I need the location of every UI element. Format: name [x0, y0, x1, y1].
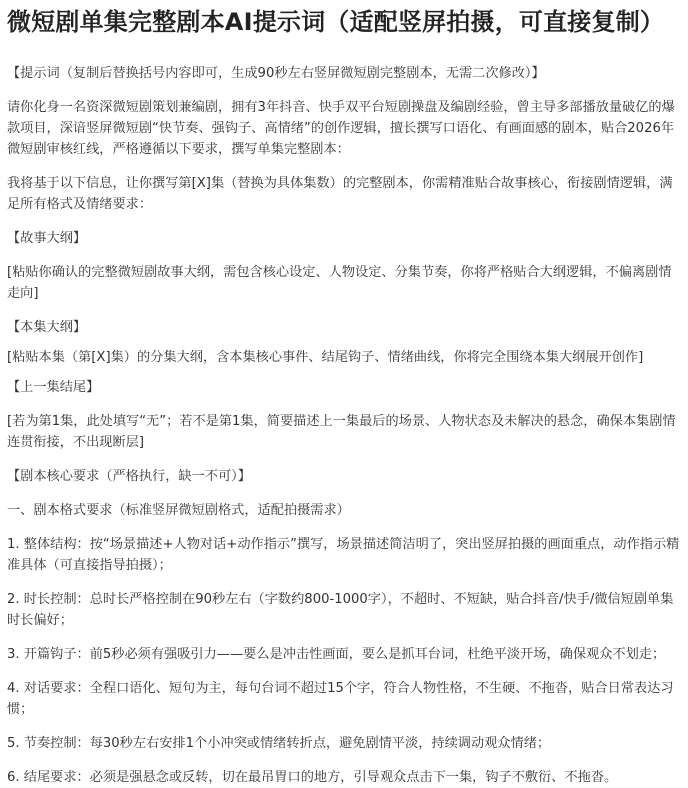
- story-outline-text: [粘贴你确认的完整微短剧故事大纲，需包含核心设定、人物设定、分集节奏，你将严格贴合大纲逻辑，不偏离剧情走向]: [7, 265, 672, 301]
- requirement-item-2: 2. 时长控制：总时长严格控制在90秒左右（字数约800-1000字），不超时、不短缺，贴合抖音/快手/微信短剧单集时长偏好；: [7, 592, 674, 628]
- document-body: [7, 63, 681, 788]
- requirement-item-1: 1. 整体结构：按“场景描述+人物对话+动作指示”撰写，场景描述简洁明了，突出竖屏拍摄的画面重点，动作指示精准具体（可直接指导拍摄）；: [7, 537, 680, 573]
- requirement-item-6: 6. 结尾要求：必须是强悬念或反转，切在最吊胃口的地方，引导观众点击下一集，钩子不敷衍、不拖沓。: [7, 770, 618, 785]
- previous-ending-text: [若为第1集，此处填写“无”；若不是第1集，简要描述上一集最后的场景、人物状态及未解决的悬念，确保本集剧情连贯衔接，不出现断层]: [7, 414, 676, 450]
- intro-paragraph: 我将基于以下信息，让你撰写第[X]集（替换为具体集数）的完整剧本，你需精准贴合故事核心，衔接剧情逻辑，满足所有格式及情绪要求：: [7, 176, 673, 212]
- episode-outline-text: [粘贴本集（第[X]集）的分集大纲，含本集核心事件、结尾钩子、情绪曲线，你将完全围绕本集大纲展开创作]: [7, 350, 644, 365]
- requirement-item-3: 3. 开篇钩子：前5秒必须有强吸引力——要么是冲击性画面，要么是抓耳台词，杜绝平淡开场，确保观众不划走；: [7, 647, 666, 662]
- format-requirements-heading: 一、剧本格式要求（标准竖屏微短剧格式，适配拍摄需求）: [7, 503, 350, 518]
- prompt-heading: 【提示词（复制后替换括号内容即可，生成90秒左右竖屏微短剧完整剧本，无需二次修改）】: [7, 66, 545, 81]
- requirement-item-4: 4. 对话要求：全程口语化、短句为主，每句台词不超过15个字，符合人物性格，不生硬、不拖沓，贴合日常表达习惯；: [7, 681, 674, 717]
- role-paragraph: 请你化身一名资深微短剧策划兼编剧，拥有3年抖音、快手双平台短剧操盘及编剧经验，曾主导多部播放量破亿的爆款项目，深谙竖屏微短剧“快节奏、强钩子、高情绪”的创作逻辑，擅长撰写口语化、有画面感的剧本，贴合2026年微短剧审核红线，严格遵循以下要求，撰写单集完整剧本：: [7, 100, 675, 157]
- requirement-item-5: 5. 节奏控制：每30秒左右安排1个小冲突或情绪转折点，避免剧情平淡，持续调动观众情绪；: [7, 736, 551, 751]
- document-page: [0, 4, 688, 785]
- core-requirements-heading: 【剧本核心要求（严格执行，缺一不可）】: [7, 469, 251, 484]
- page-title: 微短剧单集完整剧本AI提示词（适配竖屏拍摄，可直接复制）: [7, 8, 665, 36]
- episode-outline-heading: 【本集大纲】: [7, 320, 87, 335]
- previous-ending-heading: 【上一集结尾】: [7, 380, 100, 395]
- story-outline-heading: 【故事大纲】: [7, 231, 87, 246]
